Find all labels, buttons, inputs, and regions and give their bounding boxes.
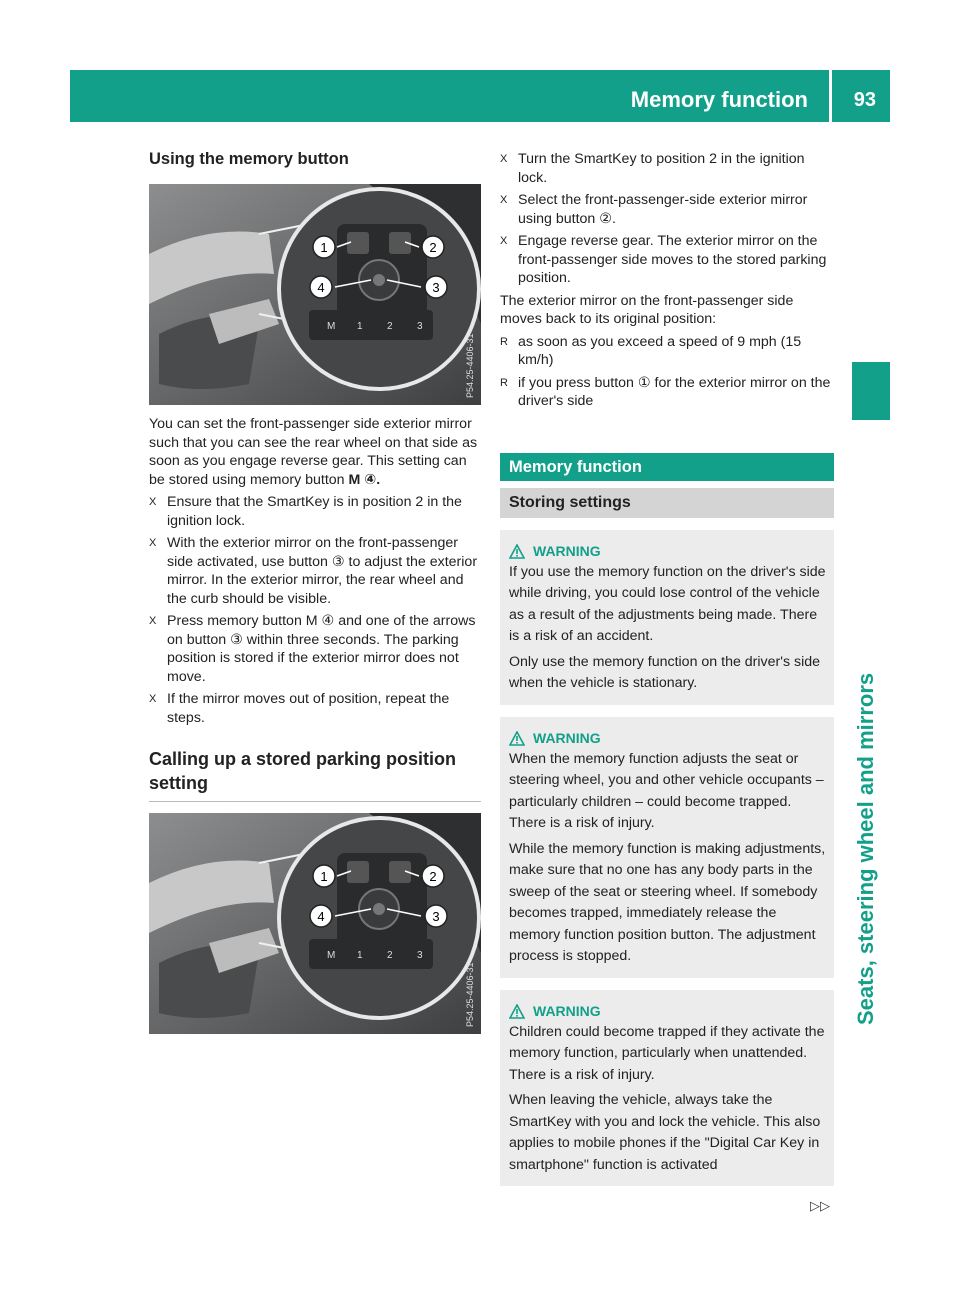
step-list — [500, 150, 834, 288]
list-item: R as soon as you exceed a speed of 9 mph (15 km/h) — [500, 333, 802, 368]
warning-box — [500, 530, 834, 705]
door-panel-photo — [149, 813, 481, 1034]
svg-text:3: 3 — [432, 280, 440, 295]
chapter-tab — [852, 362, 890, 420]
list-item: X Turn the SmartKey to position 2 in the ignition lock. — [500, 151, 805, 186]
intro-paragraph: You can set the front-passenger side exterior mirror such that you can see the rear wheel on that side as soon as you engage reverse gear. This setting can be stored using memory button M ④. — [149, 416, 478, 488]
callout-4 — [310, 276, 332, 298]
svg-text:2: 2 — [429, 869, 437, 884]
warning-triangle-icon — [509, 1004, 525, 1019]
warning-text: When leaving the vehicle, always take the SmartKey with you and lock the vehicle. This also applies to mobile phones if the "Digital Car Key in smartphone" function is activated — [509, 1092, 821, 1173]
svg-text:M: M — [327, 950, 336, 961]
list-item: X With the exterior mirror on the front-passenger side activated, use button ③ to adjust the exterior mirror. In the exterior mirror, the rear wheel and the curb should be visible. — [149, 535, 478, 607]
svg-text:2: 2 — [387, 321, 393, 332]
warning-box — [500, 990, 834, 1187]
callout-2 — [422, 236, 444, 258]
warning-box — [500, 717, 834, 978]
warning-text: While the memory function is making adjustments, make sure that no one has any body parts in the sweep of the seat or steering wheel. If somebody becomes trapped, immediately release the memory function position button. The adjustment process is stopped. — [509, 840, 826, 964]
warning-text: Children could become trapped if they activate the memory function, particularly when unattended. There is a risk of injury. — [509, 1023, 825, 1083]
right-column — [500, 150, 834, 1186]
section-title-bar: Memory function — [500, 453, 834, 481]
svg-text:P54.25-4406-31: P54.25-4406-31 — [465, 333, 475, 398]
body-paragraph: The exterior mirror on the front-passenger side moves back to its original position: — [500, 292, 794, 327]
list-item: X Engage reverse gear. The exterior mirror on the front-passenger side moves to the stored parking position. — [500, 233, 827, 286]
page-number: 93 — [853, 89, 876, 111]
section-heading: Using the memory button — [149, 150, 349, 168]
warning-triangle-icon — [509, 731, 525, 746]
svg-text:1: 1 — [357, 321, 363, 332]
callout-1 — [313, 236, 335, 258]
door-panel-photo — [149, 184, 481, 405]
callout-3 — [425, 276, 447, 298]
svg-text:1: 1 — [320, 240, 328, 255]
chapter-title: Memory function — [630, 87, 808, 112]
header-divider — [829, 70, 832, 122]
svg-text:M: M — [327, 321, 336, 332]
svg-text:P54.25-4406-31: P54.25-4406-31 — [465, 962, 475, 1027]
door-panel-illustration — [149, 184, 481, 405]
list-item: X If the mirror moves out of position, repeat the steps. — [149, 691, 450, 726]
heading-rule — [149, 801, 481, 802]
svg-text:3: 3 — [417, 321, 423, 332]
chapter-side-label: Seats, steering wheel and mirrors — [853, 672, 878, 1025]
callout-3 — [425, 905, 447, 927]
warning-header: WARNING — [509, 727, 826, 749]
subsection-title-bar: Storing settings — [500, 488, 834, 518]
list-item: R if you press button ① for the exterior mirror on the driver's side — [500, 374, 831, 409]
callout-4 — [310, 905, 332, 927]
svg-text:1: 1 — [320, 869, 328, 884]
warning-text: If you use the memory function on the driver's side while driving, you could lose control of the vehicle as a result of the adjustments being made. There is a risk of an accident. — [509, 563, 826, 644]
list-item: X Ensure that the SmartKey is in position 2 in the ignition lock. — [149, 494, 462, 529]
svg-text:4: 4 — [317, 909, 325, 924]
bullet-list — [500, 333, 834, 411]
section-heading: Calling up a stored parking position setting — [149, 749, 457, 793]
warning-header: WARNING — [509, 1000, 826, 1022]
warning-text: Only use the memory function on the driver's side when the vehicle is stationary. — [509, 653, 821, 691]
door-panel-illustration — [149, 813, 481, 1034]
callout-2 — [422, 865, 444, 887]
callout-1 — [313, 865, 335, 887]
svg-text:2: 2 — [387, 950, 393, 961]
warning-header: WARNING — [509, 540, 826, 562]
warning-triangle-icon — [509, 544, 525, 559]
step-list — [149, 493, 481, 727]
list-item: X Select the front-passenger-side exterior mirror using button ②. — [500, 192, 808, 227]
svg-text:3: 3 — [432, 909, 440, 924]
continue-marker: ▷▷ — [810, 1198, 830, 1213]
svg-text:1: 1 — [357, 950, 363, 961]
left-column — [149, 150, 481, 1034]
list-item: X Press memory button M ④ and one of the arrows on button ③ within three seconds. The parking position is stored if the exterior mirror does not move. — [149, 613, 476, 685]
page-header — [70, 70, 890, 122]
svg-text:2: 2 — [429, 240, 437, 255]
svg-text:4: 4 — [317, 280, 325, 295]
warning-text: When the memory function adjusts the seat or steering wheel, you and other vehicle occupants – particularly children – could become trapped. There is a risk of injury. — [509, 750, 824, 831]
svg-text:3: 3 — [417, 950, 423, 961]
